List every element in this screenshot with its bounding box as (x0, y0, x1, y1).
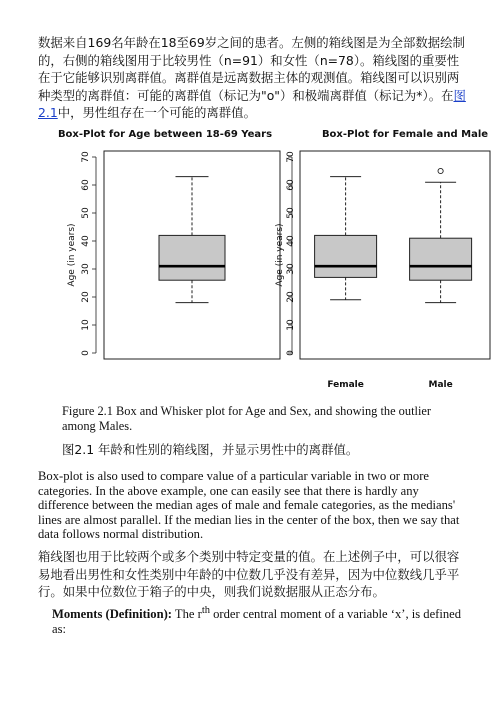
chart-title: Box-Plot for Age between 18-69 Years (57, 129, 273, 140)
figure-caption-zh: 图2.1 年龄和性别的箱线图，并显示男性中的离群值。 (62, 442, 359, 457)
box-plot-figure-svg (50, 118, 489, 400)
y-tick-label: 0 (81, 350, 91, 356)
y-axis-label: Age (in years) (275, 223, 285, 287)
y-tick-label: 70 (286, 151, 296, 163)
x-category-label: Female (327, 380, 364, 390)
y-tick-label: 0 (286, 350, 296, 356)
y-tick-label: 60 (81, 179, 91, 191)
iqr-box (315, 235, 377, 277)
iqr-box (159, 235, 225, 280)
paragraph-zh: 箱线图也用于比较两个或多个类别中特定变量的值。在上述例子中，可以很容易地看出男性和女性类别中年龄的中位数几乎没有差异，因为中位数线几乎平行。如果中位数位于箱子的中央，则我们说数据服从正态分布。 (38, 549, 460, 599)
x-category-label: Male (428, 380, 453, 390)
moments-definition (52, 604, 466, 636)
chart-title: Box-Plot for Female and Male (321, 129, 489, 140)
outlier-point (438, 168, 443, 173)
y-tick-label: 20 (81, 291, 91, 303)
y-tick-label: 30 (286, 263, 296, 275)
y-tick-label: 40 (286, 235, 296, 247)
moments-text-1: The r (171, 607, 202, 622)
figure-caption-en: Figure 2.1 Box and Whisker plot for Age and Sex, and showing the outlier among Males. (62, 404, 432, 433)
iqr-box (410, 238, 472, 280)
y-tick-label: 70 (81, 151, 91, 163)
figure-link[interactable]: 图2.1 (38, 87, 466, 120)
y-tick-label: 50 (286, 207, 296, 219)
paragraph-en: Box-plot is also used to compare value of a particular variable in two or more categories. In the above example, one can easily see that there is hardly any difference between the median ages of male and female categories, as the medians' lines are almost parallel. If the median lies in the center of the box, then we say that data follows normal distribution. (38, 469, 460, 541)
y-tick-label: 40 (81, 235, 91, 247)
figure-box-plots (50, 118, 489, 400)
intro-text-before-link: 数据来自169名年龄在18至69岁之间的患者。左侧的箱线图是为全部数据绘制的，右侧的箱线图用于比较男性（n=91）和女性（n=78）。箱线图的重要性在于它能够识别离群值。离群值是远离数据主体的观测值。箱线图可以识别两种类型的离群值：可能的离群值（标记为"o"）和极端离群值（标记为*）。在 (38, 35, 465, 103)
y-tick-label: 50 (81, 207, 91, 219)
y-tick-label: 20 (286, 291, 296, 303)
y-axis-label: Age (in years) (67, 223, 77, 287)
intro-paragraph-zh (38, 34, 466, 122)
moments-text-2: order central moment of a variable ‘x’, is defined as: (52, 607, 462, 636)
moments-heading: Moments (Definition): (52, 607, 172, 622)
y-tick-label: 10 (286, 319, 296, 331)
y-tick-label: 30 (81, 263, 91, 275)
moments-superscript: th (201, 605, 210, 616)
y-tick-label: 60 (286, 179, 296, 191)
y-tick-label: 10 (81, 319, 91, 331)
intro-text-after-link: 中，男性组存在一个可能的离群值。 (57, 105, 256, 120)
